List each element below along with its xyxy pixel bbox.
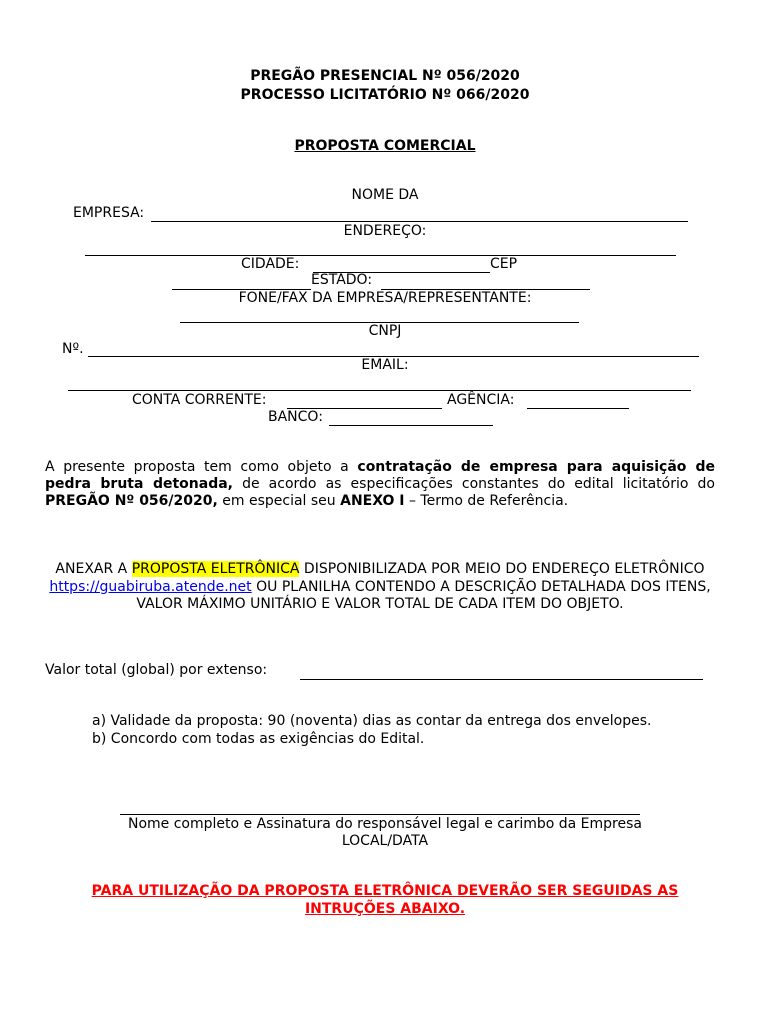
label-endereco: ENDEREÇO: bbox=[343, 223, 427, 239]
label-cidade: CIDADE: bbox=[241, 256, 300, 272]
footer-warning-2-text: INTRUÇÕES ABAIXO. bbox=[304, 901, 466, 917]
endereco-blank-line[interactable] bbox=[85, 255, 676, 256]
annex-text-1: ANEXAR A bbox=[55, 561, 132, 577]
page-title-text: PROPOSTA COMERCIAL bbox=[294, 138, 476, 154]
agencia-blank-line[interactable] bbox=[527, 408, 629, 409]
local-data-caption: LOCAL/DATA bbox=[341, 833, 429, 849]
label-empresa: EMPRESA: bbox=[73, 205, 145, 221]
banco-blank-line[interactable] bbox=[329, 425, 493, 426]
email-blank-line[interactable] bbox=[68, 390, 691, 391]
item-validade: a) Validade da proposta: 90 (noventa) dias as contar da entrega dos envelopes. bbox=[92, 713, 652, 729]
object-bold-1: contratação de empresa para aquisição de pedra bruta detonada, bbox=[45, 459, 715, 492]
footer-warning-2 bbox=[0, 901, 770, 917]
footer-warning-1-text: PARA UTILIZAÇÃO DA PROPOSTA ELETRÔNICA DEVERÃO SER SEGUIDAS AS bbox=[91, 883, 679, 899]
label-cnpj: CNPJ bbox=[368, 323, 402, 339]
annex-link[interactable]: https://guabiruba.atende.net bbox=[49, 578, 252, 595]
label-agencia: AGÊNCIA: bbox=[447, 392, 515, 408]
empresa-blank-line[interactable] bbox=[151, 221, 688, 222]
object-text-3: em especial seu bbox=[217, 493, 341, 509]
item-concordo: b) Concordo com todas as exigências do Edital. bbox=[92, 731, 425, 747]
label-estado: ESTADO: bbox=[311, 272, 373, 288]
label-fone: FONE/FAX DA EMPRESA/REPRESENTANTE: bbox=[238, 290, 532, 306]
object-bold-2: PREGÃO Nº 056/2020, bbox=[45, 493, 218, 509]
valor-total-blank-line[interactable] bbox=[300, 679, 703, 680]
object-text-2: de acordo as especificações constantes do edital licitatório do bbox=[233, 476, 715, 492]
label-numero: Nº. bbox=[62, 341, 84, 357]
header-line-1: PREGÃO PRESENCIAL Nº 056/2020 bbox=[250, 68, 520, 84]
annex-paragraph bbox=[45, 561, 715, 614]
label-nome-da: NOME DA bbox=[351, 187, 419, 203]
signature-line[interactable] bbox=[120, 814, 640, 815]
label-conta-corrente: CONTA CORRENTE: bbox=[132, 392, 267, 408]
header-line-2: PROCESSO LICITATÓRIO Nº 066/2020 bbox=[240, 87, 530, 103]
object-paragraph bbox=[45, 459, 715, 510]
label-valor-total: Valor total (global) por extenso: bbox=[45, 662, 268, 678]
object-bold-3: ANEXO I bbox=[340, 493, 405, 509]
label-email: EMAIL: bbox=[361, 357, 409, 373]
annex-text-3: OU PLANILHA CONTENDO A DESCRIÇÃO DETALHADA DOS ITENS, VALOR MÁXIMO UNITÁRIO E VALOR TOTAL DE CADA ITEM DO OBJETO. bbox=[136, 578, 711, 612]
object-text-1: A presente proposta tem como objeto a bbox=[45, 459, 358, 475]
label-cep: CEP bbox=[490, 256, 518, 272]
object-text-4: – Termo de Referência. bbox=[404, 493, 569, 509]
annex-text-2: DISPONIBILIZADA POR MEIO DO ENDEREÇO ELETRÔNICO bbox=[299, 561, 705, 577]
signature-caption: Nome completo e Assinatura do responsável legal e carimbo da Empresa bbox=[127, 816, 642, 832]
footer-warning-1 bbox=[0, 883, 770, 899]
page-title bbox=[0, 138, 770, 154]
annex-highlight: PROPOSTA ELETRÔNICA bbox=[131, 561, 300, 577]
label-banco: BANCO: bbox=[268, 409, 323, 425]
